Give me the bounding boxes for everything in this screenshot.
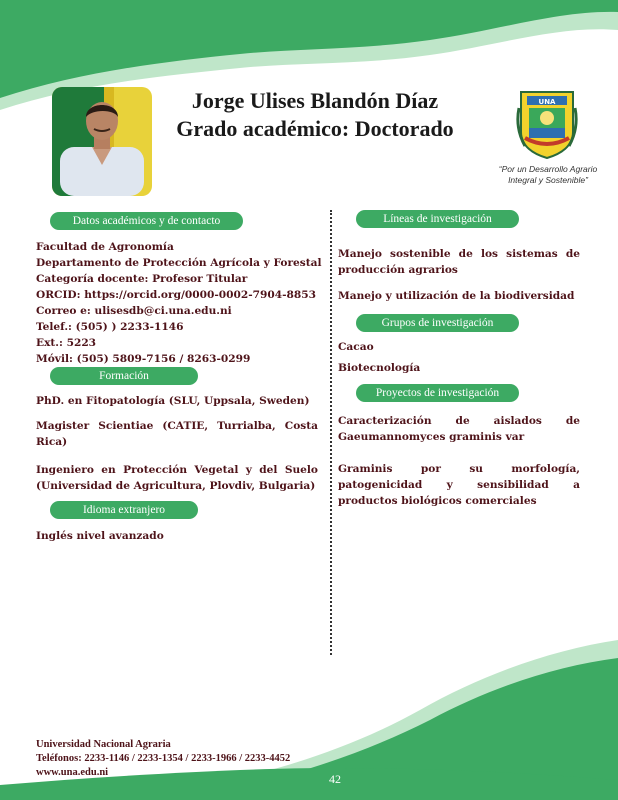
formation-item-msc: Magister Scientiae (CATIE, Turrialba, Costa Rica)	[36, 420, 318, 448]
person-name: Jorge Ulises Blandón Díaz	[191, 88, 439, 113]
contact-email: Correo e: ulisesdb@ci.una.edu.ni	[36, 305, 232, 317]
svg-text:UNA: UNA	[538, 98, 556, 106]
research-group-item: Cacao	[338, 341, 374, 353]
formation-section-heading: Formación	[50, 367, 198, 385]
research-group-item: Biotecnología	[338, 362, 421, 374]
contact-orcid: ORCID: https://orcid.org/0000-0002-7904-8853	[36, 289, 316, 301]
footer-phones: Teléfonos: 2233-1146 / 2233-1354 / 2233-1966 / 2233-4452	[36, 753, 291, 764]
footer-institution: Universidad Nacional Agraria	[36, 739, 171, 750]
research-lines-heading: Líneas de investigación	[356, 210, 519, 228]
contact-phone: Telef.: (505) ) 2233-1146	[36, 321, 184, 333]
language-item: Inglés nivel avanzado	[36, 530, 164, 542]
language-section-heading: Idioma extranjero	[50, 501, 198, 519]
formation-item-engineer: Ingeniero en Protección Vegetal y del Suelo (Universidad de Agricultura, Plovdiv, Bulgaria)	[36, 464, 318, 492]
research-groups-heading: Grupos de investigación	[356, 314, 519, 332]
formation-item-phd: PhD. en Fitopatología (SLU, Uppsala, Sweden)	[36, 395, 310, 407]
footer-website[interactable]: www.una.edu.ni	[36, 767, 109, 778]
university-motto: “Por un Desarrollo Agrario Integral y Sostenible”	[498, 164, 598, 185]
contact-faculty: Facultad de Agronomía	[36, 241, 174, 253]
research-project-item: Caracterización de aislados de Gaeumannomyces graminis var	[338, 415, 580, 443]
page-number: 42	[329, 772, 341, 786]
academic-degree: Grado académico: Doctorado	[176, 116, 454, 141]
research-projects-heading: Proyectos de investigación	[356, 384, 519, 402]
contact-section-heading: Datos académicos y de contacto	[50, 212, 243, 230]
contact-category: Categoría docente: Profesor Titular	[36, 273, 248, 285]
research-line-item: Manejo sostenible de los sistemas de producción agrarios	[338, 248, 580, 276]
contact-mobile: Móvil: (505) 5809-7156 / 8263-0299	[36, 353, 251, 365]
contact-department: Departamento de Protección Agrícola y Forestal	[36, 257, 322, 269]
una-university-seal	[515, 88, 579, 160]
column-divider	[330, 210, 332, 655]
research-line-item: Manejo y utilización de la biodiversidad	[338, 290, 575, 302]
profile-photo	[52, 87, 152, 196]
research-project-item: Graminis por su morfología, patogenicidad y sensibilidad a productos biológicos comerciales	[338, 463, 580, 507]
contact-extension: Ext.: 5223	[36, 337, 97, 349]
